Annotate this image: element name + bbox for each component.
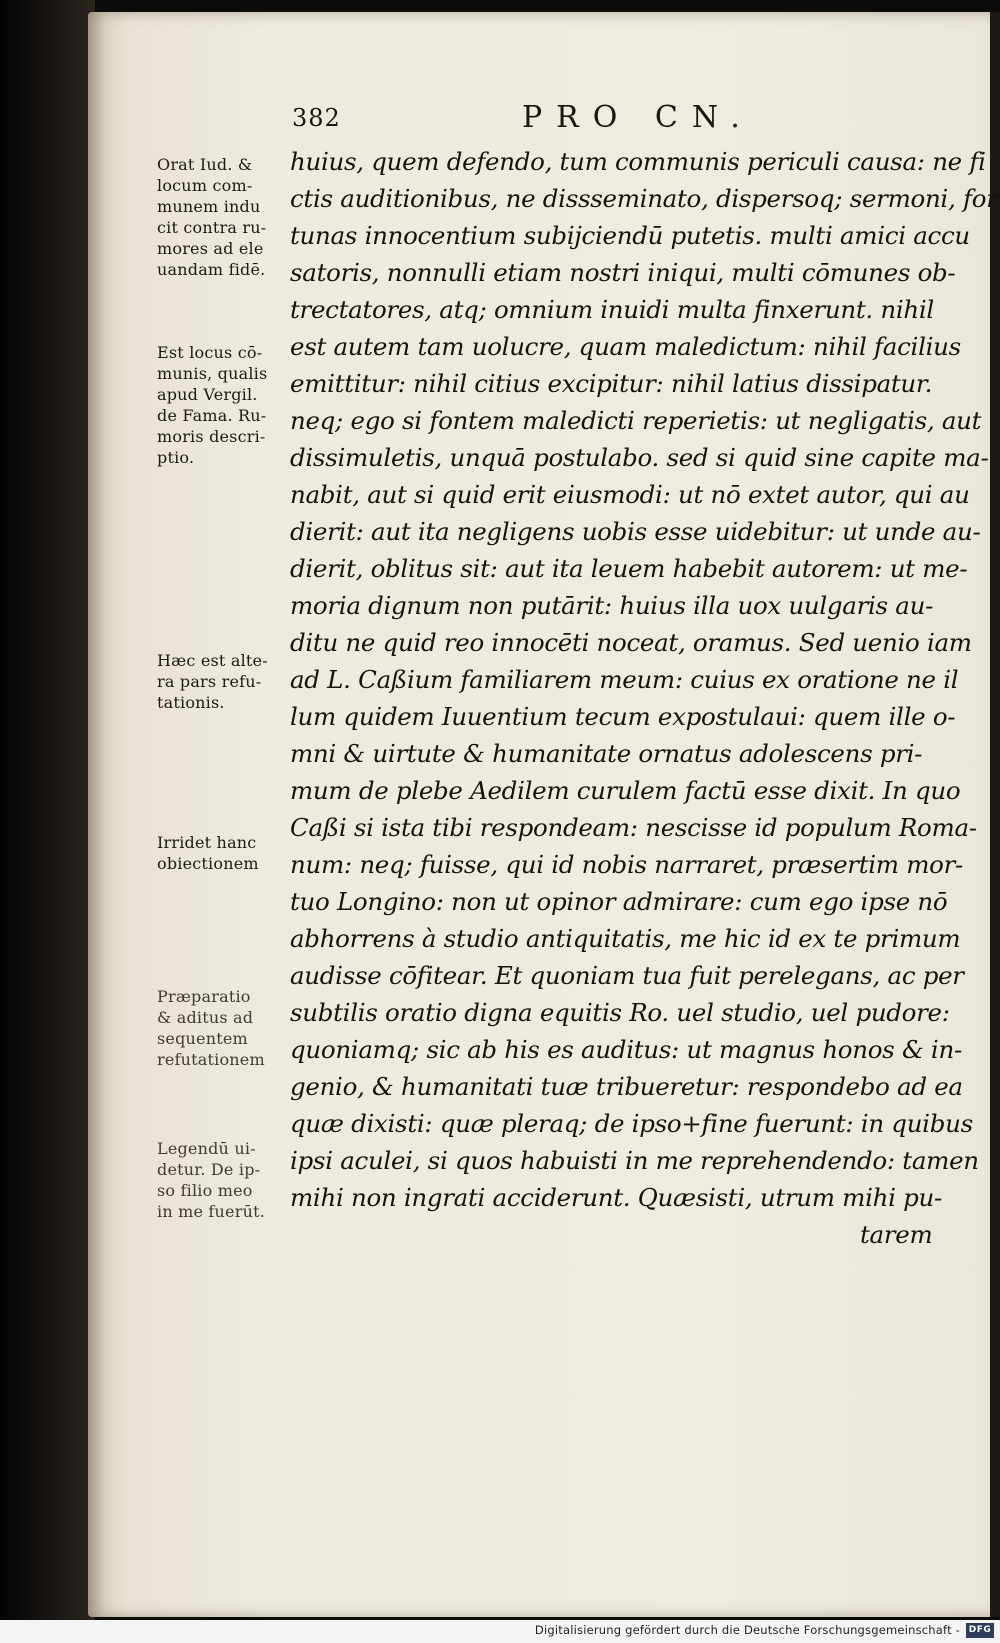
text-line: num: neq; fuisse, qui id nobis narraret, præsertim mor- bbox=[290, 850, 963, 879]
text-line: abhorrens à studio antiquitatis, me hic id ex te primum bbox=[290, 924, 961, 953]
text-line: mum de plebe Aedilem curulem factū esse dixit. In quo bbox=[290, 776, 961, 805]
page-number: 382 bbox=[292, 104, 341, 132]
text-line: audisse cōfitear. Et quoniam tua fuit perelegans, ac per bbox=[290, 961, 964, 990]
text-line: tuo Longino: non ut opinor admirare: cum ego ipse nō bbox=[290, 887, 948, 916]
text-line: Caßi si ista tibi respondeam: nescisse id populum Roma- bbox=[290, 813, 977, 842]
text-line: est autem tam uolucre, quam maledictum: nihil facilius bbox=[290, 332, 961, 361]
margin-note: Irridet hanc obiectionem bbox=[157, 833, 259, 873]
text-line: ditu ne quid reo innocēti noceat, oramus. Sed uenio iam bbox=[290, 628, 972, 657]
dfg-logo-icon: DFG bbox=[966, 1623, 994, 1638]
text-line: neq; ego si fontem maledicti reperietis: ut negligatis, aut bbox=[290, 406, 982, 435]
margin-notes bbox=[157, 148, 297, 1248]
margin-note: Est locus cō- munis, qualis apud Vergil. de Fama. Ru- moris descri- ptio. bbox=[157, 343, 268, 467]
footer-bar bbox=[0, 1620, 1000, 1643]
body-text bbox=[290, 142, 998, 1282]
margin-note: Orat Iud. & locum com- munem indu cit contra ru- mores ad ele uandam fidē. bbox=[157, 155, 267, 279]
margin-note: Præparatio & aditus ad sequentem refutationem bbox=[157, 987, 265, 1069]
text-line: satoris, nonnulli etiam nostri iniqui, multi cōmunes ob- bbox=[290, 258, 956, 287]
margin-note: Legendū ui- detur. De ip- so filio meo in me fuerūt. bbox=[157, 1139, 265, 1221]
text-line: quæ dixisti: quæ pleraq; de ipso+fine fuerunt: in quibus bbox=[290, 1109, 973, 1138]
page-edge bbox=[990, 12, 1000, 1617]
catchword: tarem bbox=[860, 1220, 933, 1249]
text-line: dissimuletis, unquā postulabo. sed si quid sine capite ma- bbox=[290, 443, 989, 472]
text-line: mihi non ingrati acciderunt. Quæsisti, utrum mihi pu- bbox=[290, 1183, 942, 1212]
margin-note: Hæc est alte- ra pars refu- tationis. bbox=[157, 651, 268, 712]
text-line: ad L. Caßium familiarem meum: cuius ex oratione ne il bbox=[290, 665, 959, 694]
text-line: ipsi aculei, si quos habuisti in me reprehendendo: tamen bbox=[290, 1146, 979, 1175]
gutter-shadow bbox=[0, 0, 95, 1620]
running-head bbox=[292, 100, 912, 140]
text-line: genio, & humanitati tuæ tribueretur: respondebo ad ea bbox=[290, 1072, 963, 1101]
text-line: lum quidem Iuuentium tecum expostulaui: quem ille o- bbox=[290, 702, 956, 731]
text-line: dierit: aut ita negligens uobis esse uidebitur: ut unde au- bbox=[290, 517, 981, 546]
text-line: trectatores, atq; omnium inuidi multa finxerunt. nihil bbox=[290, 295, 934, 324]
text-line: moria dignum non putārit: huius illa uox uulgaris au- bbox=[290, 591, 934, 620]
text-line: tunas innocentium subijciendū putetis. multi amici accu bbox=[290, 221, 970, 250]
text-line: huius, quem defendo, tum communis periculi causa: ne fi bbox=[290, 147, 986, 176]
text-line: dierit, oblitus sit: aut ita leuem habebit autorem: ut me- bbox=[290, 554, 968, 583]
text-line: quoniamq; sic ab his es auditus: ut magnus honos & in- bbox=[290, 1035, 962, 1064]
text-line: nabit, aut si quid erit eiusmodi: ut nō extet autor, qui au bbox=[290, 480, 970, 509]
funding-credit: Digitalisierung gefördert durch die Deutsche Forschungsgemeinschaft - bbox=[534, 1623, 960, 1637]
text-line: emittitur: nihil citius excipitur: nihil latius dissipatur. bbox=[290, 369, 933, 398]
text-line: ctis auditionibus, ne dissseminato, dispersoq; sermoni, for bbox=[290, 184, 998, 213]
running-title: PRO CN. bbox=[522, 100, 754, 135]
text-line: mni & uirtute & humanitate ornatus adolescens pri- bbox=[290, 739, 923, 768]
text-line: subtilis oratio digna equitis Ro. uel studio, uel pudore: bbox=[290, 998, 950, 1027]
